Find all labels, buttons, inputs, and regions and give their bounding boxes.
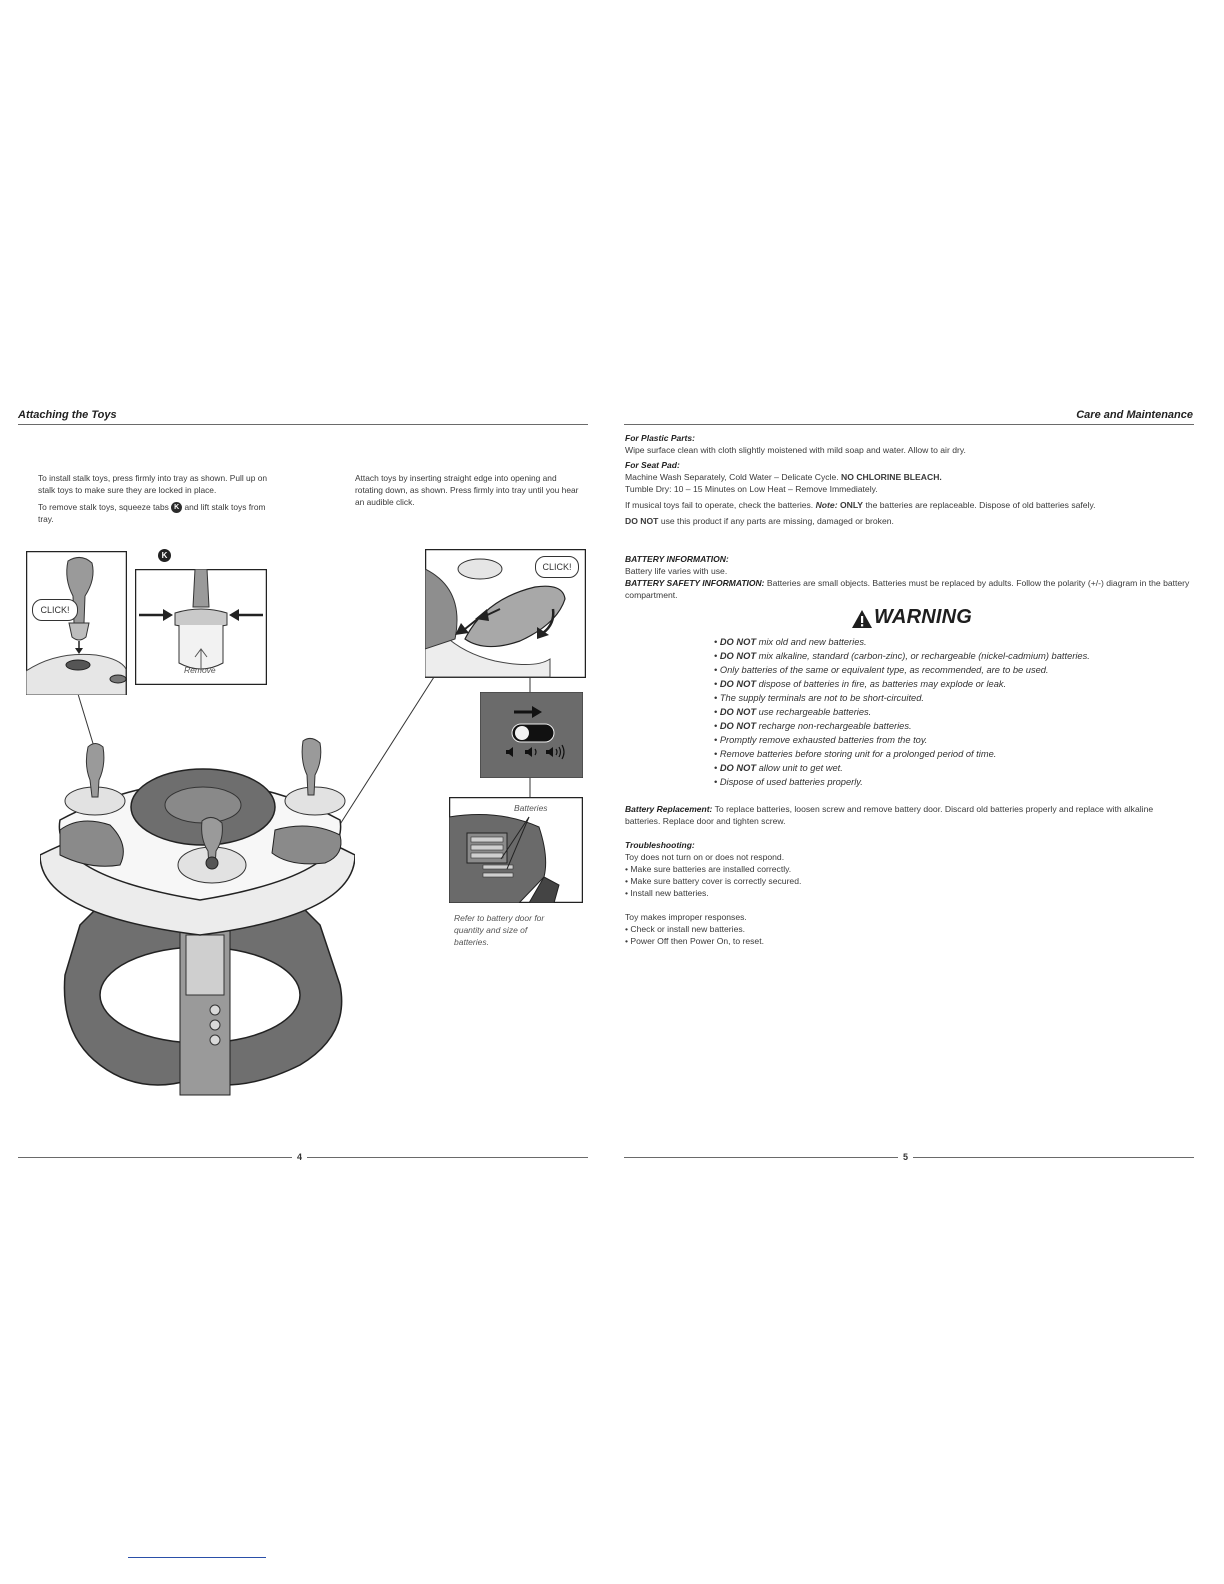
- seat-pad-line-2: Tumble Dry: 10 – 15 Minutes on Low Heat – Remove Immediately.: [625, 484, 878, 494]
- warning-item: • Remove batteries before storing unit for a prolonged period of time.: [714, 749, 997, 759]
- warning-item-bold: DO NOT: [719, 763, 756, 773]
- care-section: [625, 432, 1190, 527]
- warning-triangle-icon: [851, 609, 873, 629]
- click-bubble-2: CLICK!: [535, 556, 579, 578]
- right-page-title: Care and Maintenance: [1076, 409, 1193, 421]
- warning-item: • DO NOT use rechargeable batteries.: [714, 707, 872, 717]
- remove-text-before: To remove stalk toys, squeeze tabs: [38, 502, 169, 512]
- right-header-rule: [624, 424, 1194, 425]
- click-bubble-1: CLICK!: [32, 599, 78, 621]
- activity-center-illustration: [40, 735, 355, 1110]
- battery-safety-body: Batteries are small objects. Batteries must be replaced by adults. Follow the polarity (+/-) diagram in the battery compartment.: [625, 578, 1190, 600]
- battery-info-section: [625, 553, 1190, 601]
- warning-item-text: Promptly remove exhausted batteries from the toy.: [719, 735, 928, 745]
- warning-item: • DO NOT mix alkaline, standard (carbon-zinc), or rechargeable (nickel-cadmium) batteries.: [714, 651, 1090, 661]
- warning-item: • DO NOT recharge non-rechargeable batteries.: [714, 721, 912, 731]
- no-bleach-text: NO CHLORINE BLEACH.: [841, 472, 942, 482]
- issue-1: Toy does not turn on or does not respond.: [625, 852, 785, 862]
- install-stalk-illustration: [26, 551, 127, 695]
- warning-item: • Only batteries of the same or equivalent type, as recommended, are to be used.: [714, 665, 1049, 675]
- bottom-link-underline: [128, 1557, 266, 1558]
- warning-item-bold: DO NOT: [719, 707, 756, 717]
- seat-pad-wash: Machine Wash Separately, Cold Water – Delicate Cycle.: [625, 472, 839, 482]
- do-not-use-bold: DO NOT: [625, 516, 659, 526]
- battery-info-text: Battery life varies with use.: [625, 566, 728, 576]
- warning-item-text: The supply terminals are not to be short-circuited.: [719, 693, 924, 703]
- plastic-parts-text: Wipe surface clean with cloth slightly moistened with mild soap and water. Allow to air dry.: [625, 445, 966, 455]
- battery-replacement-section: [625, 803, 1187, 827]
- warning-item: • Promptly remove exhausted batteries from the toy.: [714, 735, 928, 745]
- battery-door-caption: Refer to battery door for quantity and size of batteries.: [454, 913, 545, 947]
- warning-list: [714, 635, 1184, 789]
- tab-k-badge: K: [171, 502, 182, 513]
- warning-item-bold: DO NOT: [719, 651, 756, 661]
- batteries-caption: Batteries: [514, 803, 548, 813]
- warning-item-bold: DO NOT: [719, 637, 756, 647]
- musical-b: the batteries are replaceable. Dispose of old batteries safely.: [865, 500, 1096, 510]
- left-page-number: 4: [292, 1152, 307, 1162]
- issue-1-item: • Make sure batteries are installed correctly.: [625, 864, 792, 874]
- warning-item-text: Dispose of used batteries properly.: [719, 777, 863, 787]
- issue-2: Toy makes improper responses.: [625, 912, 747, 922]
- battery-safety-text: [625, 577, 1190, 601]
- musical-note: Note:: [815, 500, 838, 510]
- warning-item-text: Only batteries of the same or equivalent type, as recommended, are to be used.: [719, 665, 1049, 675]
- plastic-parts-label: For Plastic Parts:: [625, 433, 695, 443]
- warning-item: • Dispose of used batteries properly.: [714, 777, 863, 787]
- warning-item-bold: DO NOT: [719, 679, 756, 689]
- warning-item-text: use rechargeable batteries.: [758, 707, 872, 717]
- musical-toys-text: [625, 499, 1190, 511]
- seat-pad-label: For Seat Pad:: [625, 460, 680, 470]
- warning-item: • The supply terminals are not to be short-circuited.: [714, 693, 924, 703]
- musical-only: ONLY: [839, 500, 864, 510]
- power-volume-switch-illustration: [480, 692, 583, 778]
- warning-item-text: allow unit to get wet.: [758, 763, 843, 773]
- warning-item: • DO NOT mix old and new batteries.: [714, 637, 867, 647]
- right-page-number: 5: [898, 1152, 913, 1162]
- warning-item: • DO NOT dispose of batteries in fire, as batteries may explode or leak.: [714, 679, 1007, 689]
- do-not-use-rest: use this product if any parts are missing, damaged or broken.: [660, 516, 894, 526]
- left-page-title: Attaching the Toys: [18, 409, 117, 421]
- seat-pad-line-1: [625, 471, 1190, 483]
- warning-title: WARNING: [874, 606, 973, 628]
- issue-2-item: • Check or install new batteries.: [625, 924, 746, 934]
- battery-replacement-text: To replace batteries, loosen screw and remove battery door. Discard old batteries properly and replace with alkaline batteries. Replace door and tighten screw.: [625, 804, 1154, 826]
- battery-replacement-label: Battery Replacement:: [625, 804, 713, 814]
- warning-item-bold: DO NOT: [719, 721, 756, 731]
- warning-item-text: mix old and new batteries.: [758, 637, 867, 647]
- do-not-use-text: [625, 515, 1190, 527]
- remove-text-after: and lift stalk toys from tray.: [38, 502, 266, 525]
- attach-text: Attach toys by inserting straight edge into opening and rotating down, as shown. Press firmly into tray until you hear an audible click.: [355, 473, 579, 507]
- musical-a: If musical toys fail to operate, check the batteries.: [625, 500, 814, 510]
- issue-1-item: • Make sure battery cover is correctly secured.: [625, 876, 802, 886]
- troubleshooting-section: [625, 839, 1190, 947]
- warning-item: • DO NOT allow unit to get wet.: [714, 763, 843, 773]
- remove-caption: Remove: [184, 665, 216, 675]
- troubleshooting-label: Troubleshooting:: [625, 840, 695, 850]
- issue-2-item: • Power Off then Power On, to reset.: [625, 936, 764, 946]
- tab-k-marker: K: [158, 549, 171, 562]
- warning-item-text: recharge non-rechargeable batteries.: [758, 721, 912, 731]
- warning-item-text: dispose of batteries in fire, as batteries may explode or leak.: [758, 679, 1007, 689]
- battery-info-label: BATTERY INFORMATION:: [625, 554, 729, 564]
- warning-item-text: Remove batteries before storing unit for a prolonged period of time.: [719, 749, 997, 759]
- battery-safety-label: BATTERY SAFETY INFORMATION:: [625, 578, 765, 588]
- install-text: To install stalk toys, press firmly into tray as shown. Pull up on stalk toys to make sure they are locked in place.: [38, 473, 268, 495]
- issue-1-item: • Install new batteries.: [625, 888, 709, 898]
- warning-item-text: mix alkaline, standard (carbon-zinc), or rechargeable (nickel-cadmium) batteries.: [758, 651, 1090, 661]
